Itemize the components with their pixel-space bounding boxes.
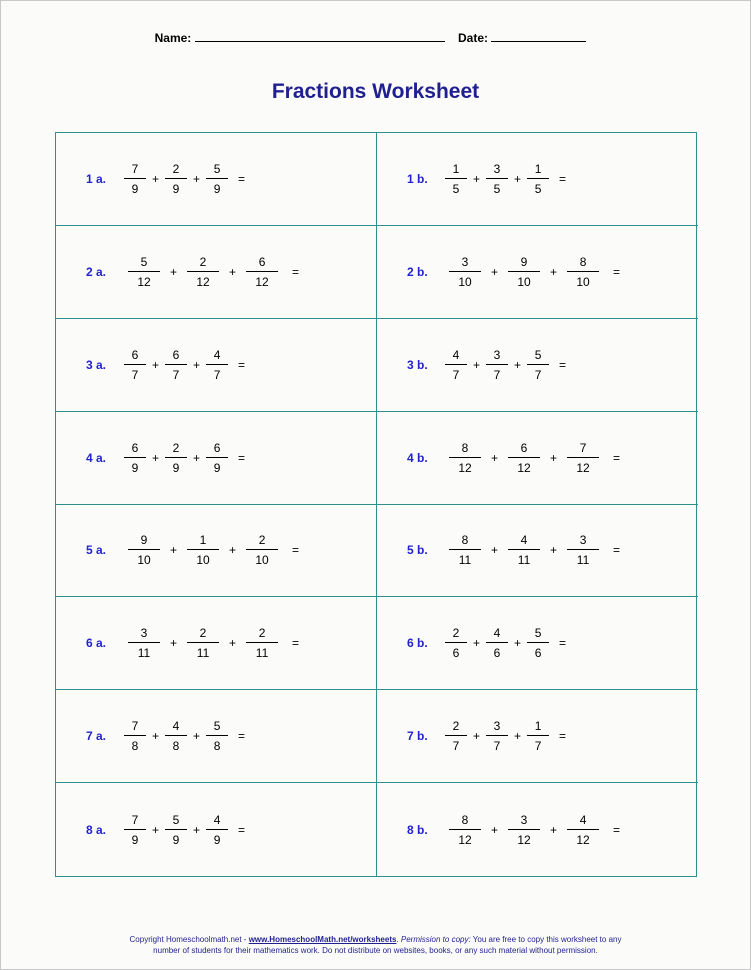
problem-cell	[377, 597, 698, 690]
fraction	[208, 719, 226, 753]
plus-sign: +	[491, 450, 499, 465]
denominator: 6	[445, 642, 467, 660]
equals-sign: =	[292, 636, 300, 651]
plus-sign: +	[473, 729, 481, 744]
plus-sign: +	[152, 171, 160, 186]
denominator: 11	[128, 642, 160, 660]
footer	[0, 934, 751, 956]
problem-cell	[56, 319, 377, 412]
denominator: 11	[567, 549, 599, 567]
problem-label: 5 a.	[86, 543, 107, 558]
numerator: 2	[258, 626, 266, 641]
problem-label: 3 b.	[407, 357, 428, 372]
numerator: 2	[452, 719, 460, 734]
numerator: 8	[579, 254, 587, 269]
problem-cell	[56, 597, 377, 690]
denominator: 5	[486, 178, 508, 196]
numerator: 7	[579, 440, 587, 455]
problem-label: 6 a.	[86, 636, 107, 651]
numerator: 4	[520, 533, 528, 548]
numerator: 4	[579, 812, 587, 827]
plus-sign: +	[193, 822, 201, 837]
equals-sign: =	[613, 450, 621, 465]
problem-cell	[56, 783, 377, 876]
numerator: 7	[131, 719, 139, 734]
denominator: 10	[508, 271, 540, 289]
denominator: 7	[527, 364, 549, 382]
denominator: 6	[527, 642, 549, 660]
fraction	[167, 441, 185, 475]
denominator: 10	[449, 271, 481, 289]
numerator: 1	[199, 533, 207, 548]
equals-sign: =	[559, 729, 567, 744]
numerator: 8	[461, 440, 469, 455]
fraction	[510, 533, 538, 567]
problem-label: 4 a.	[86, 450, 107, 465]
plus-sign: +	[229, 636, 237, 651]
problem-label: 6 b.	[407, 636, 428, 651]
plus-sign: +	[152, 450, 160, 465]
numerator: 5	[213, 161, 221, 176]
numerator: 7	[131, 161, 139, 176]
plus-sign: +	[193, 729, 201, 744]
fraction	[529, 162, 547, 196]
plus-sign: +	[514, 729, 522, 744]
plus-sign: +	[473, 636, 481, 651]
denominator: 11	[449, 549, 481, 567]
fraction	[248, 533, 276, 567]
fraction	[510, 813, 538, 847]
plus-sign: +	[193, 171, 201, 186]
problem-label: 1 a.	[86, 171, 107, 186]
problem	[407, 441, 620, 475]
numerator: 5	[534, 347, 542, 362]
denominator: 10	[128, 549, 160, 567]
plus-sign: +	[170, 264, 178, 279]
denominator: 8	[206, 735, 228, 753]
fraction	[488, 162, 506, 196]
fraction	[510, 255, 538, 289]
equals-sign: =	[559, 636, 567, 651]
fraction	[126, 719, 144, 753]
fraction	[529, 626, 547, 660]
fraction	[529, 348, 547, 382]
numerator: 4	[213, 347, 221, 362]
header	[0, 30, 751, 45]
fraction	[189, 626, 217, 660]
denominator: 10	[567, 271, 599, 289]
plus-sign: +	[550, 822, 558, 837]
equals-sign: =	[613, 264, 621, 279]
problem-label: 8 b.	[407, 822, 428, 837]
denominator: 12	[187, 271, 219, 289]
denominator: 9	[124, 829, 146, 847]
denominator: 11	[187, 642, 219, 660]
problem	[407, 533, 620, 567]
footer-copyright: Copyright Homeschoolmath.net -	[129, 935, 249, 944]
footer-line-1	[0, 934, 751, 945]
denominator: 12	[449, 457, 481, 475]
problem-cell	[377, 690, 698, 783]
numerator: 5	[213, 719, 221, 734]
fraction	[447, 719, 465, 753]
denominator: 7	[165, 364, 187, 382]
problem-cell	[56, 412, 377, 505]
problem-label: 2 b.	[407, 264, 428, 279]
problem	[407, 626, 566, 660]
plus-sign: +	[491, 543, 499, 558]
denominator: 11	[246, 642, 278, 660]
problem-cell	[377, 505, 698, 598]
problem-cell	[56, 226, 377, 319]
fraction	[451, 255, 479, 289]
plus-sign: +	[170, 543, 178, 558]
fraction	[488, 348, 506, 382]
numerator: 5	[140, 254, 148, 269]
numerator: 8	[461, 812, 469, 827]
problem	[86, 441, 245, 475]
fraction	[451, 441, 479, 475]
numerator: 4	[493, 626, 501, 641]
fraction	[167, 162, 185, 196]
fraction	[248, 626, 276, 660]
fraction	[208, 348, 226, 382]
equals-sign: =	[559, 357, 567, 372]
plus-sign: +	[491, 822, 499, 837]
denominator: 7	[206, 364, 228, 382]
numerator: 3	[493, 161, 501, 176]
plus-sign: +	[170, 636, 178, 651]
fraction	[248, 255, 276, 289]
fraction	[569, 813, 597, 847]
numerator: 4	[213, 812, 221, 827]
denominator: 9	[165, 178, 187, 196]
problem-label: 1 b.	[407, 171, 428, 186]
denominator: 8	[165, 735, 187, 753]
plus-sign: +	[514, 636, 522, 651]
date-label: Date:	[458, 31, 489, 45]
numerator: 1	[534, 719, 542, 734]
numerator: 4	[172, 719, 180, 734]
denominator: 7	[527, 735, 549, 753]
problem	[407, 719, 566, 753]
denominator: 6	[486, 642, 508, 660]
plus-sign: +	[550, 264, 558, 279]
numerator: 2	[258, 533, 266, 548]
numerator: 6	[258, 254, 266, 269]
fraction	[130, 533, 158, 567]
numerator: 4	[452, 347, 460, 362]
problem-cell	[377, 783, 698, 876]
name-line	[195, 30, 445, 42]
numerator: 9	[140, 533, 148, 548]
problem	[407, 255, 620, 289]
plus-sign: +	[491, 264, 499, 279]
plus-sign: +	[229, 264, 237, 279]
denominator: 7	[124, 364, 146, 382]
problem	[407, 162, 566, 196]
denominator: 8	[124, 735, 146, 753]
fraction	[167, 813, 185, 847]
numerator: 3	[520, 812, 528, 827]
problem	[86, 348, 245, 382]
denominator: 7	[445, 364, 467, 382]
problem	[86, 719, 245, 753]
problem-label: 7 a.	[86, 729, 107, 744]
denominator: 12	[128, 271, 160, 289]
fraction	[447, 626, 465, 660]
numerator: 1	[534, 161, 542, 176]
plus-sign: +	[473, 171, 481, 186]
fraction	[126, 441, 144, 475]
fraction	[569, 533, 597, 567]
denominator: 9	[124, 457, 146, 475]
fraction	[451, 533, 479, 567]
fraction	[447, 348, 465, 382]
denominator: 12	[567, 829, 599, 847]
problem-grid	[55, 132, 697, 877]
footer-link[interactable]: www.HomeschoolMath.net/worksheets	[248, 935, 397, 944]
footer-permission-label: Permission to copy:	[400, 935, 471, 944]
fraction	[126, 162, 144, 196]
denominator: 9	[165, 457, 187, 475]
footer-permission-text: You are free to copy this worksheet to any	[470, 935, 622, 944]
fraction	[189, 255, 217, 289]
numerator: 2	[172, 161, 180, 176]
equals-sign: =	[613, 543, 621, 558]
fraction	[126, 813, 144, 847]
numerator: 3	[579, 533, 587, 548]
equals-sign: =	[613, 822, 621, 837]
fraction	[167, 348, 185, 382]
problem-cell	[377, 412, 698, 505]
equals-sign: =	[292, 264, 300, 279]
numerator: 6	[131, 347, 139, 362]
numerator: 3	[493, 347, 501, 362]
plus-sign: +	[229, 543, 237, 558]
denominator: 11	[508, 549, 540, 567]
problem-label: 7 b.	[407, 729, 428, 744]
equals-sign: =	[559, 171, 567, 186]
numerator: 9	[520, 254, 528, 269]
fraction	[189, 533, 217, 567]
problem-label: 4 b.	[407, 450, 428, 465]
plus-sign: +	[193, 357, 201, 372]
fraction	[451, 813, 479, 847]
fraction	[167, 719, 185, 753]
date-line	[491, 30, 586, 42]
fraction	[208, 162, 226, 196]
problem	[86, 813, 245, 847]
denominator: 12	[246, 271, 278, 289]
problem	[86, 533, 299, 567]
fraction	[529, 719, 547, 753]
problem-label: 2 a.	[86, 264, 107, 279]
denominator: 7	[486, 735, 508, 753]
plus-sign: +	[193, 450, 201, 465]
denominator: 12	[567, 457, 599, 475]
problem-cell	[377, 226, 698, 319]
fraction	[208, 813, 226, 847]
problem	[407, 813, 620, 847]
problem-cell	[377, 319, 698, 412]
footer-line-2: number of students for their mathematics work. Do not distribute on websites, books, or any such material without permission.	[153, 946, 598, 955]
fraction	[488, 719, 506, 753]
numerator: 8	[461, 533, 469, 548]
numerator: 3	[140, 626, 148, 641]
problem-cell	[56, 133, 377, 226]
denominator: 9	[206, 829, 228, 847]
numerator: 6	[213, 440, 221, 455]
denominator: 5	[527, 178, 549, 196]
denominator: 9	[124, 178, 146, 196]
plus-sign: +	[152, 357, 160, 372]
problem	[86, 255, 299, 289]
equals-sign: =	[238, 450, 246, 465]
numerator: 5	[534, 626, 542, 641]
fraction	[126, 348, 144, 382]
numerator: 3	[461, 254, 469, 269]
fraction	[130, 626, 158, 660]
page-title: Fractions Worksheet	[271, 80, 480, 103]
problem-label: 3 a.	[86, 357, 107, 372]
numerator: 2	[452, 626, 460, 641]
numerator: 5	[172, 812, 180, 827]
problem	[407, 348, 566, 382]
equals-sign: =	[238, 357, 246, 372]
name-label: Name:	[154, 31, 192, 45]
numerator: 1	[452, 161, 460, 176]
fraction	[569, 255, 597, 289]
plus-sign: +	[514, 357, 522, 372]
problem-label: 5 b.	[407, 543, 428, 558]
plus-sign: +	[550, 450, 558, 465]
plus-sign: +	[152, 729, 160, 744]
numerator: 2	[199, 254, 207, 269]
numerator: 2	[172, 440, 180, 455]
denominator: 10	[187, 549, 219, 567]
plus-sign: +	[550, 543, 558, 558]
footer-dot: .	[396, 935, 401, 944]
numerator: 3	[493, 719, 501, 734]
numerator: 6	[172, 347, 180, 362]
problem-label: 8 a.	[86, 822, 107, 837]
numerator: 6	[520, 440, 528, 455]
numerator: 6	[131, 440, 139, 455]
fraction	[447, 162, 465, 196]
fraction	[569, 441, 597, 475]
problem-cell	[56, 505, 377, 598]
equals-sign: =	[238, 171, 246, 186]
plus-sign: +	[473, 357, 481, 372]
problem-cell	[56, 690, 377, 783]
equals-sign: =	[238, 822, 246, 837]
denominator: 5	[445, 178, 467, 196]
fraction	[488, 626, 506, 660]
plus-sign: +	[152, 822, 160, 837]
denominator: 9	[206, 457, 228, 475]
denominator: 7	[486, 364, 508, 382]
equals-sign: =	[238, 729, 246, 744]
problem	[86, 162, 245, 196]
fraction	[510, 441, 538, 475]
numerator: 7	[131, 812, 139, 827]
denominator: 9	[165, 829, 187, 847]
denominator: 12	[449, 829, 481, 847]
fraction	[208, 441, 226, 475]
equals-sign: =	[292, 543, 300, 558]
problem	[86, 626, 299, 660]
numerator: 2	[199, 626, 207, 641]
denominator: 10	[246, 549, 278, 567]
denominator: 7	[445, 735, 467, 753]
plus-sign: +	[514, 171, 522, 186]
fraction	[130, 255, 158, 289]
denominator: 12	[508, 457, 540, 475]
denominator: 9	[206, 178, 228, 196]
denominator: 12	[508, 829, 540, 847]
problem-cell	[377, 133, 698, 226]
